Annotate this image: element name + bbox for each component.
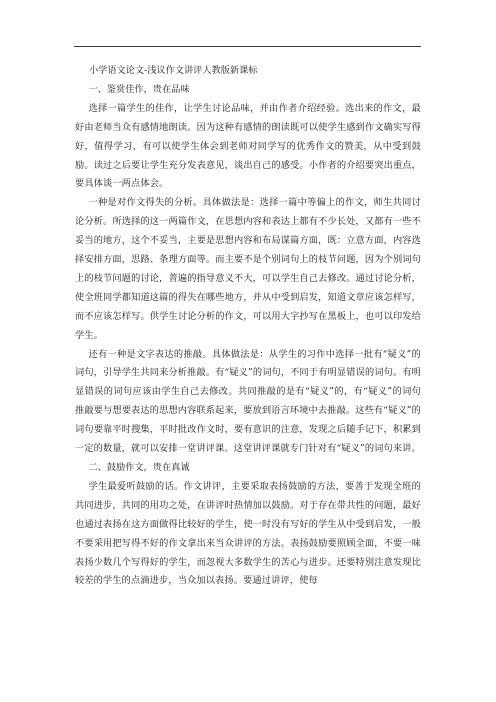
paragraph: 学生最爱听鼓励的话。作文讲评，主要采取表扬鼓励的方法，要善于发现全班的共同进步，共同的用功之处，在讲评时热情加以鼓励。对于存在带共性的问题，最好也通过表扬在这方面做得比较好的学生，使一时没有写好的学生从中受到启发，一般不要采用把写得不好的作文拿出来当众讲评的方法。表扬鼓励要照顾全面，不要一味表扬少数几个写得好的学生，而忽视大多数学生的苦心与进步。还要特别注意发现比较差的学生的点滴进步，当众加以表扬。要通过讲评，使每	[75, 480, 421, 587]
paragraph: 一种是对作文得失的分析。具体做法是：选择一篇中等偏上的作文，师生共同讨论分析。所选择的这一两篇作文，在思想内容和表达上都有不少长处，又都有一些不妥当的地方，这个不妥当，主要是思想内容和布局谋篇方面，既：立意方面，内容选择安排方面，思路、条理方面等。而主要不是个别词句上的枝节问题，因为个别词句上的枝节问题的讨论，普遍的指导意义不大，可以学生自己去修改。通过讨论分析，使全班同学都知道这篇的得失在哪些地方，并从中受到启发，知道文章应该怎样写，而不应该怎样写。供学生讨论分析的作文，可以用大字抄写在黑板上，也可以印发给学生。	[75, 197, 421, 341]
paragraph: 还有一种是文字表达的推敲。具体做法是：从学生的习作中选择一批有“疑义”的词句，引导学生共同来分析推敲。有“疑义”的词句，不同于有明显错误的词句。有明显错误的词句应该由学生自己去修改。共同推敲的是有“疑义”的，有“疑义”的词句推敲要与想要表达的思想内容联系起来，要放到语言环境中去推敲。这些有“疑义”的词句要靠平时搜集，平时批改作文时，要有意识的注意，发现之后随手记下，积累到一定的数量，就可以安排一堂讲评课。这堂讲评课就专门针对有“疑义”的词句来讲。	[75, 348, 421, 455]
section-heading-appreciation: 一、鉴赏佳作，贵在品味	[88, 83, 190, 95]
header-divider	[74, 46, 421, 47]
paragraph: 选择一篇学生的佳作，让学生讨论品味，并由作者介绍经验。选出来的作文，最好由老师当众有感情地朗读。因为这种有感情的朗读既可以使学生感到作文确实写得好，值得学习，有可以使学生体会到老师对同学写的优秀作文的赞美，从中受到鼓励。读过之后要让学生充分发表意见，谈出自己的感受。小作者的介绍要突出重点，要具体谈一两点体会。	[75, 102, 421, 190]
section-heading-encouragement: 二、鼓励作文，贵在真诚	[88, 462, 190, 474]
article-body	[75, 62, 421, 591]
article-title: 小学语文论文-浅议作文讲评人教版新课标	[89, 65, 258, 76]
